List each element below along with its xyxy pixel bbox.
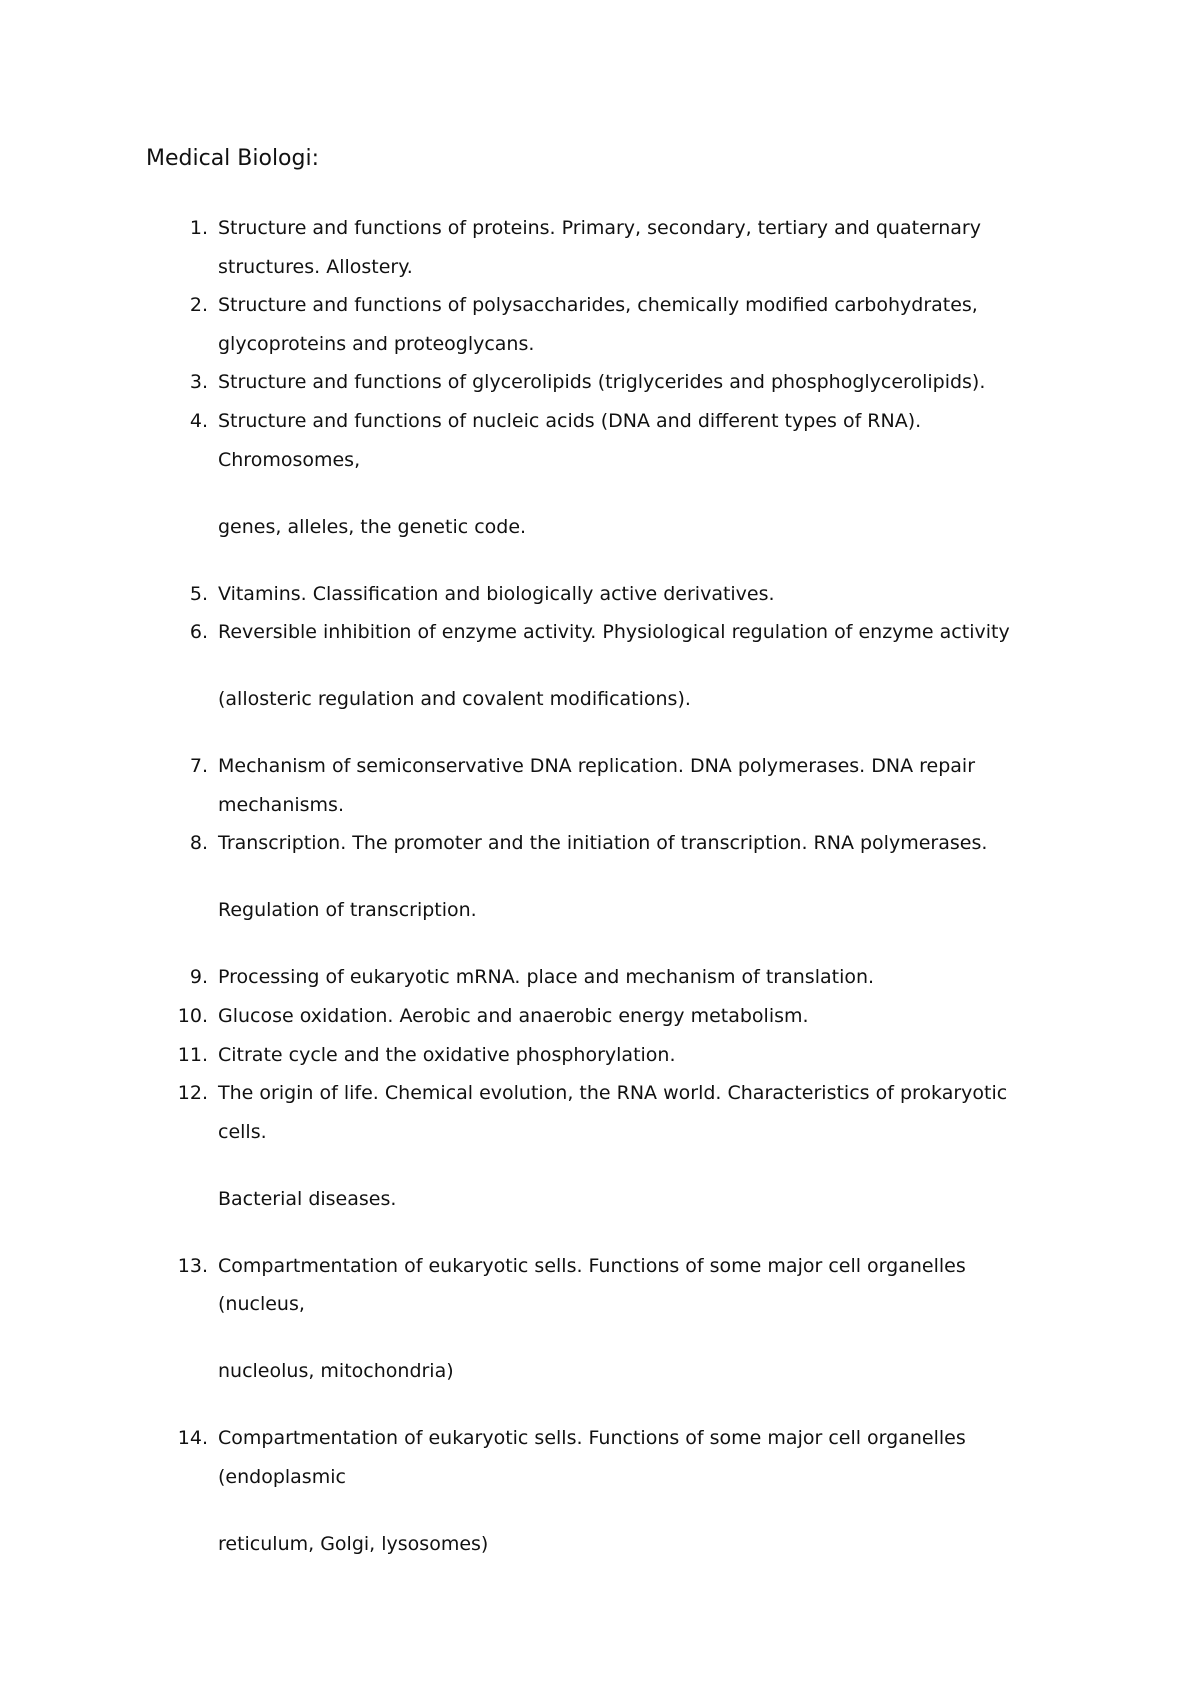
list-item-number: 14.: [177, 1427, 208, 1450]
list-item-text: Chromosomes,: [218, 448, 361, 471]
list-item-text: cells.: [218, 1120, 267, 1143]
list-item-text: Citrate cycle and the oxidative phosphorylation.: [218, 1043, 676, 1066]
page-title: Medical Biologi:: [146, 146, 320, 171]
list-item-number: 1.: [189, 217, 208, 239]
list-item-continuation: (allosteric regulation and covalent modifications).: [218, 688, 691, 711]
list-item-text: Structure and functions of nucleic acids (DNA and different types of RNA).: [218, 410, 922, 432]
list-item-text: Structure and functions of polysaccharides, chemically modified carbohydrates,: [218, 294, 978, 317]
list-item-number: 4.: [189, 410, 208, 432]
list-item-continuation: Regulation of transcription.: [218, 899, 477, 922]
list-item-text: glycoproteins and proteoglycans.: [218, 332, 535, 355]
list-item-number: 2.: [189, 294, 208, 317]
list-item-continuation: reticulum, Golgi, lysosomes): [218, 1533, 489, 1555]
list-item-text: Structure and functions of proteins. Primary, secondary, tertiary and quaternary: [218, 217, 981, 239]
list-item-number: 6.: [189, 621, 208, 644]
list-item-continuation: genes, alleles, the genetic code.: [218, 515, 527, 538]
list-item-number: 7.: [189, 755, 208, 778]
list-item-text: (nucleus,: [218, 1293, 305, 1316]
list-item-text: Compartmentation of eukaryotic sells. Functions of some major cell organelles: [218, 1427, 966, 1450]
list-item-number: 10.: [177, 1005, 208, 1027]
list-item-text: The origin of life. Chemical evolution, the RNA world. Characteristics of prokaryotic: [218, 1082, 1008, 1105]
list-item-text: Processing of eukaryotic mRNA. place and mechanism of translation.: [218, 966, 875, 989]
list-item-text: Reversible inhibition of enzyme activity. Physiological regulation of enzyme activity: [218, 621, 1010, 644]
list-item-text: Vitamins. Classification and biologically active derivatives.: [218, 582, 775, 605]
list-item-number: 11.: [177, 1043, 208, 1066]
list-item-number: 12.: [177, 1082, 208, 1105]
list-item-number: 8.: [189, 832, 208, 855]
list-item-text: Transcription. The promoter and the initiation of transcription. RNA polymerases.: [218, 832, 988, 855]
list-item-text: (endoplasmic: [218, 1466, 346, 1488]
list-item-text: Glucose oxidation. Aerobic and anaerobic energy metabolism.: [218, 1005, 809, 1027]
list-item-text: Structure and functions of glycerolipids (triglycerides and phosphoglycerolipids).: [218, 371, 986, 394]
list-item-number: 3.: [189, 371, 208, 394]
list-item-text: Mechanism of semiconservative DNA replication. DNA polymerases. DNA repair: [218, 755, 976, 778]
list-item-continuation: nucleolus, mitochondria): [218, 1360, 454, 1383]
list-item-text: structures. Allostery.: [218, 255, 413, 278]
list-item-text: mechanisms.: [218, 793, 344, 816]
list-item-text: Compartmentation of eukaryotic sells. Functions of some major cell organelles: [218, 1254, 966, 1277]
list-item-number: 9.: [189, 966, 208, 989]
list-item-number: 5.: [189, 582, 208, 605]
list-item-number: 13.: [177, 1254, 208, 1277]
list-item-continuation: Bacterial diseases.: [218, 1187, 397, 1210]
